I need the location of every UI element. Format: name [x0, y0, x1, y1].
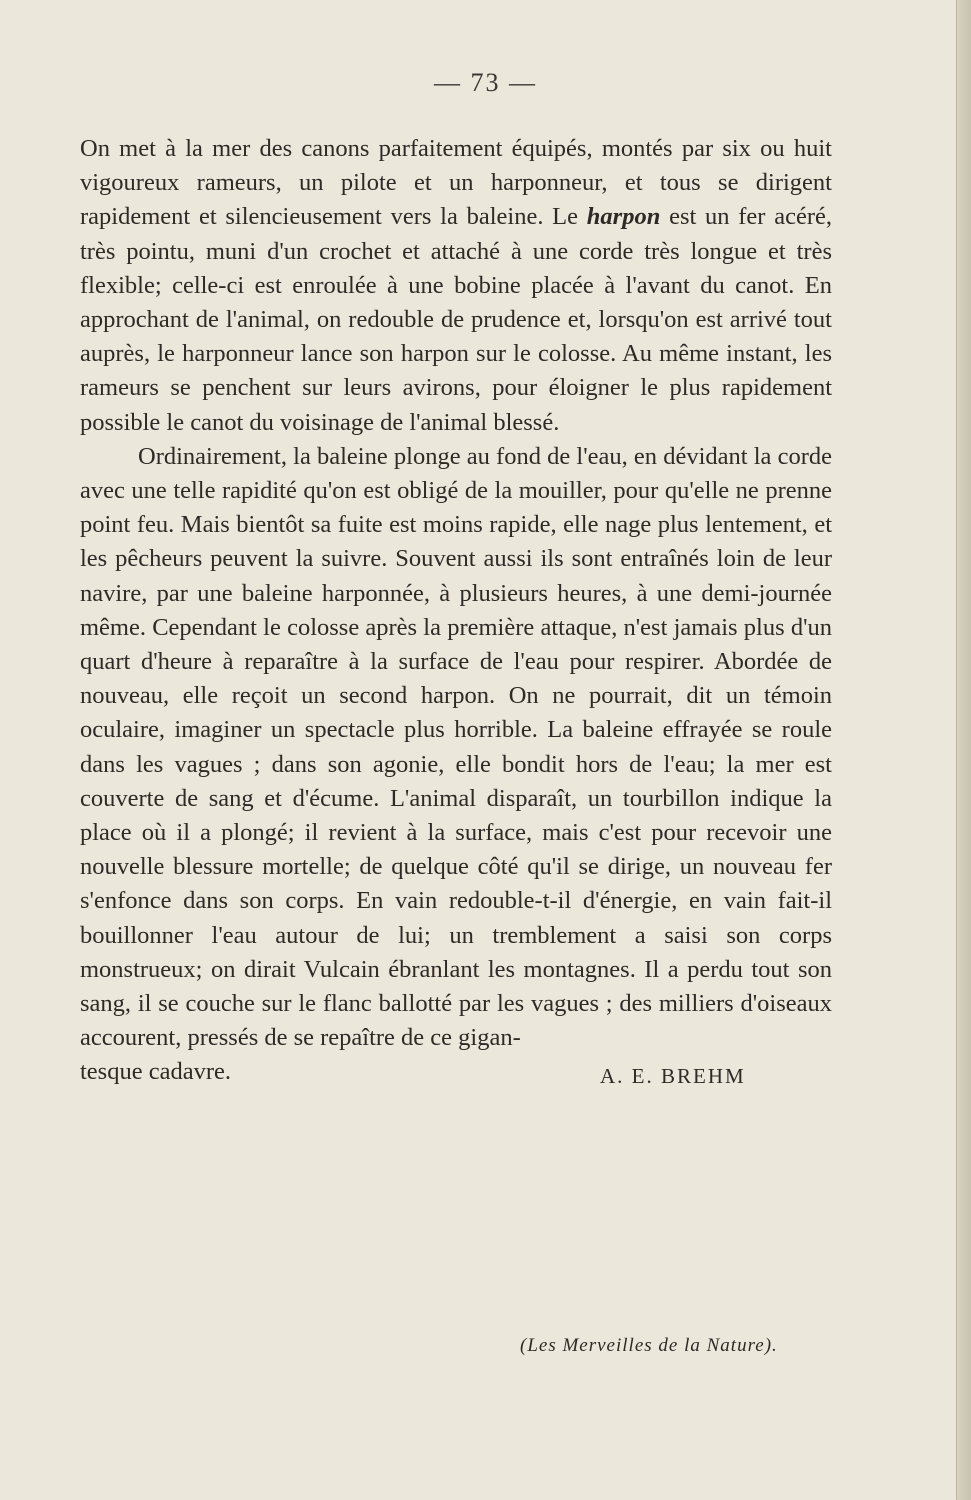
author-name: A. E. BREHM [600, 1064, 746, 1089]
body-text [80, 132, 832, 1089]
paragraph-2-last-line: tesque cadavre. [80, 1058, 231, 1086]
page-edge [956, 0, 971, 1500]
paragraph-2: Ordinairement, la baleine plonge au fond de l'eau, en dévidant la corde avec une telle rapidité qu'on est obligé de la mouiller, pour qu'elle ne prenne point feu. Mais bientôt sa fuite est moins rapide, elle nage plus lentement, et les pêcheurs peuvent la suivre. Souvent aussi ils sont entraînés loin de leur navire, par une baleine harponnée, à plusieurs heures, à une demi-journée même. Cependant le colosse après la première attaque, n'est jamais plus d'un quart d'heure à reparaître à la surface de l'eau pour respirer. Abordée de nouveau, elle reçoit un second harpon. On ne pourrait, dit un témoin oculaire, imaginer un spectacle plus horrible. La baleine effrayée se roule dans les vagues ; dans son agonie, elle bondit hors de l'eau; la mer est couverte de sang et d'écume. L'animal disparaît, un tourbillon indique la place où il a plongé; il revient à la surface, mais c'est pour recevoir une nouvelle blessure mortelle; de quelque côté qu'il se dirige, un nouveau fer s'enfonce dans son corps. En vain redouble-t-il d'énergie, en vain fait-il bouillonner l'eau autour de lui; un tremblement a saisi son corps monstrueux; on dirait Vulcain ébranlant les montagnes. Il a perdu tout son sang, il se couche sur le flanc ballotté par les vagues ; des milliers d'oiseaux accourent, pressés de se repaître de ce gigan- [80, 442, 832, 1052]
emphasized-word-harpon: harpon [586, 203, 661, 231]
closing-line [80, 1055, 832, 1089]
paragraph-1 [80, 132, 832, 440]
paragraph-1-start: On met à la mer des canons parfaitement équipés, montés par six ou huit vigoureux rameurs, un pilote et un harponneur, et tous se dirigent rapidement et silencieusement vers la baleine. Le [80, 135, 832, 231]
source-citation: (Les Merveilles de la Nature). [520, 1335, 778, 1356]
page-number: — 73 — [434, 68, 537, 97]
paragraph-1-end: est un fer acéré, très pointu, muni d'un crochet et attaché à une corde très longue et très flexible; celle-ci est enroulée à une bobine placée à l'avant du canot. En approchant de l'animal, on redouble de prudence et, lorsqu'on est arrivé tout auprès, le harponneur lance son harpon sur le colosse. Au même instant, les rameurs se penchent sur leurs avirons, pour éloigner le plus rapidement possible le canot du voisinage de l'animal blessé. [80, 203, 832, 436]
